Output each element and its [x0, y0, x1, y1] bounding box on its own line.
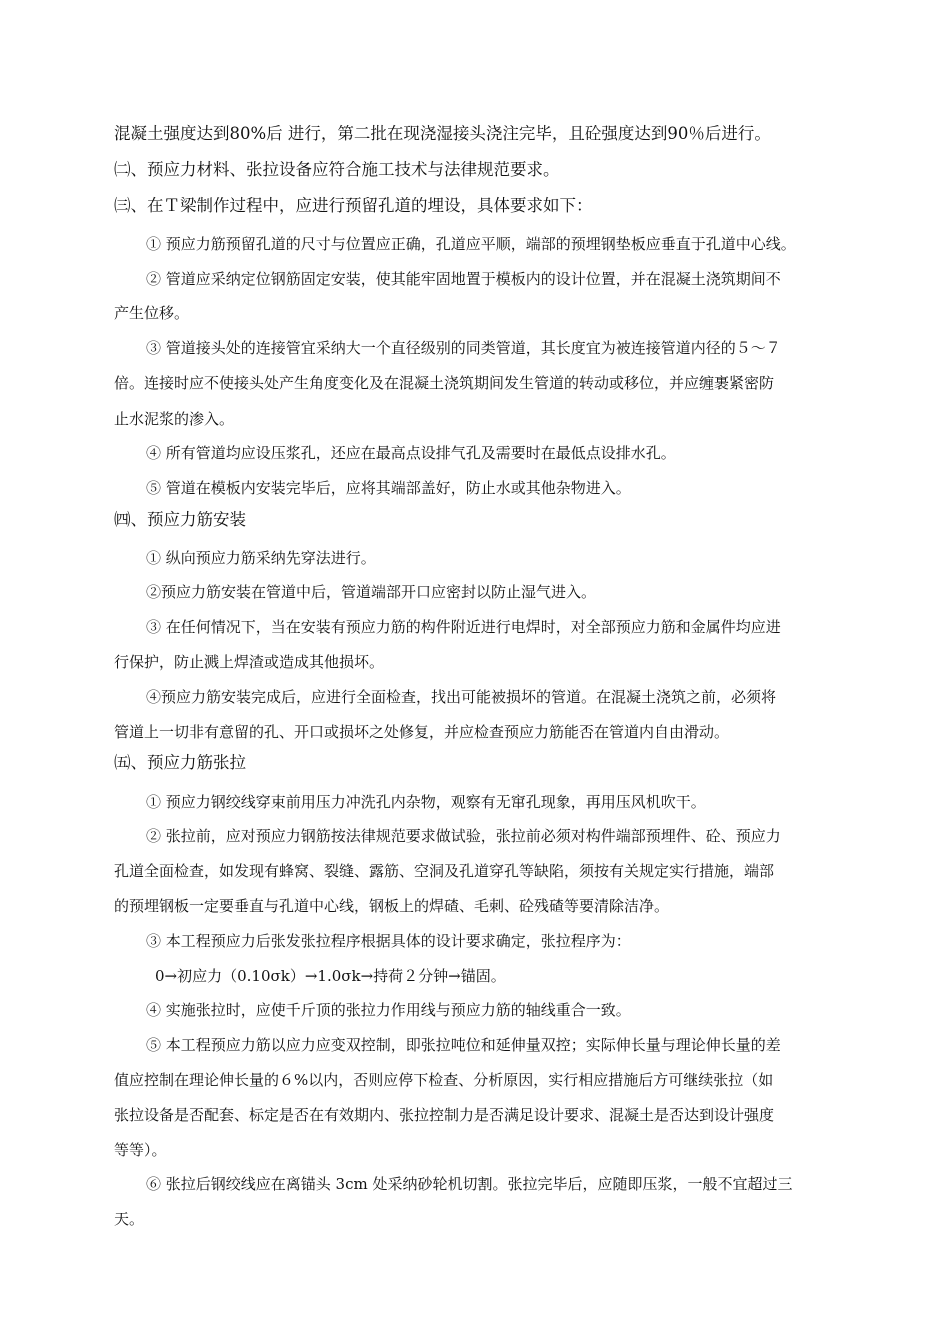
list-item: ④ 实施张拉时，应使千斤顶的张拉力作用线与预应力筋的轴线重合一致。 [146, 1001, 631, 1019]
list-item: ② 张拉前，应对预应力钢筋按法律规范要求做试验，张拉前必须对构件端部预埋件、砼、预应力 [146, 827, 781, 845]
list-item: ① 预应力筋预留孔道的尺寸与位置应正确，孔道应平顺，端部的预埋钢垫板应垂直于孔道中心线。 [146, 235, 796, 253]
list-item: ③ 管道接头处的连接管宜采纳大一个直径级别的同类管道，其长度宜为被连接管道内径的５～７ [146, 339, 781, 357]
paragraph-line: 的预埋钢板一定要垂直与孔道中心线，钢板上的焊碴、毛刺、砼残碴等要清除洁净。 [114, 897, 670, 915]
list-item: ④ 所有管道均应设压浆孔，还应在最高点设排气孔及需要时在最低点设排水孔。 [146, 444, 676, 462]
list-item: ① 纵向预应力筋采纳先穿法进行。 [146, 549, 376, 567]
paragraph-line: 行保护，防止溅上焊渣或造成其他损坏。 [114, 653, 385, 671]
paragraph-line: 等等）。 [114, 1141, 167, 1159]
list-item: ⑤ 管道在模板内安装完毕后，应将其端部盖好，防止水或其他杂物进入。 [146, 479, 631, 497]
paragraph-line: 产生位移。 [114, 304, 190, 322]
paragraph-line: 倍。连接时应不使接头处产生角度变化及在混凝土浇筑期间发生管道的转动或移位，并应缠裹紧密防 [114, 374, 775, 392]
section-heading: ㈡、预应力材料、张拉设备应符合施工技术与法律规范要求。 [114, 160, 560, 179]
paragraph-line: 管道上一切非有意留的孔、开口或损坏之处修复，并应检查预应力筋能否在管道内自由滑动。 [114, 723, 730, 741]
section-heading: ㈢、在Ｔ梁制作过程中，应进行预留孔道的埋设，具体要求如下： [114, 196, 593, 215]
list-item: ② 管道应采纳定位钢筋固定安装，使其能牢固地置于模板内的设计位置，并在混凝土浇筑期间不 [146, 270, 781, 288]
paragraph-line: 张拉设备是否配套、标定是否在有效期内、张拉控制力是否满足设计要求、混凝土是否达到设计强度 [114, 1106, 775, 1124]
list-item: ① 预应力钢绞线穿束前用压力冲洗孔内杂物，观察有无窜孔现象，再用压风机吹干。 [146, 793, 706, 811]
list-item: ⑥ 张拉后钢绞线应在离锚头 3cm 处采纳砂轮机切割。张拉完毕后，应随即压浆，一般不宜超过三 [146, 1175, 793, 1193]
paragraph-line: 止水泥浆的渗入。 [114, 410, 235, 428]
paragraph-line: 值应控制在理论伸长量的６%以内，否则应停下检查、分析原因，实行相应措施后方可继续张拉（如 [114, 1071, 774, 1089]
formula-line: 0→初应力（0.10σk）→1.0σk→持荷２分钟→锚固。 [155, 967, 506, 985]
section-heading: ㈤、预应力筋张拉 [114, 753, 246, 772]
list-item: ③ 本工程预应力后张发张拉程序根据具体的设计要求确定，张拉程序为： [146, 932, 631, 950]
list-item: ⑤ 本工程预应力筋以应力应变双控制，即张拉吨位和延伸量双控；实际伸长量与理论伸长量的差 [146, 1036, 781, 1054]
list-item: ③ 在任何情况下，当在安装有预应力筋的构件附近进行电焊时，对全部预应力筋和金属件均应进 [146, 618, 781, 636]
section-heading: ㈣、预应力筋安装 [114, 510, 246, 529]
list-item: ④预应力筋安装完成后，应进行全面检查，找出可能被损坏的管道。在混凝土浇筑之前，必须将 [146, 688, 777, 706]
list-item: ②预应力筋安装在管道中后，管道端部开口应密封以防止湿气进入。 [146, 583, 597, 601]
paragraph-line: 孔道全面检查，如发现有蜂窝、裂缝、露筋、空洞及孔道穿孔等缺陷，须按有关规定实行措施，端部 [114, 862, 775, 880]
paragraph-line: 天。 [114, 1210, 145, 1228]
paragraph-line: 混凝土强度达到80%后 进行，第二批在现浇湿接头浇注完毕，且砼强度达到90％后进行。 [114, 124, 771, 143]
